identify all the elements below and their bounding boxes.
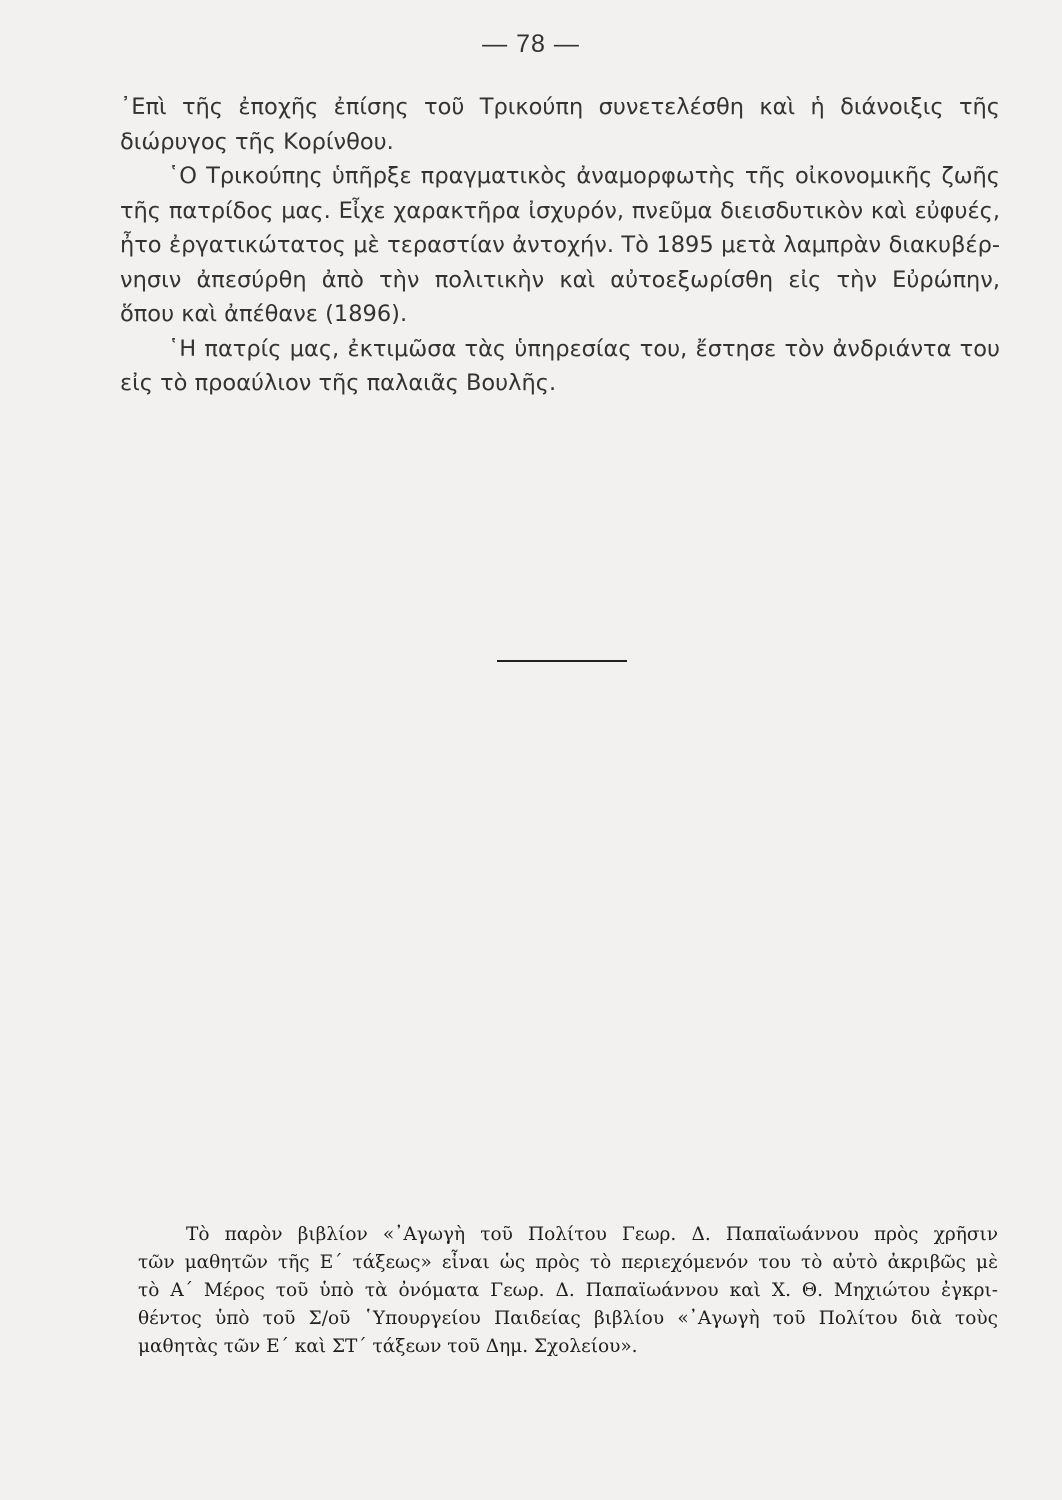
footnote-line: τῶν μαθητῶν τῆς Ε΄ τάξεως» εἶναι ὡς πρὸς τὸ περιεχόμενόν του τὸ αὐτὸ ἀκριβῶς μὲ — [138, 1252, 998, 1273]
paragraph-line: ῾Ο Τρικούπης ὑπῆρξε πραγματικὸς ἀναμορφωτὴς τῆς οἰκονομικῆς ζωῆς — [168, 163, 1000, 189]
footnote-line: μαθητὰς τῶν Ε΄ καὶ ΣΤ΄ τάξεων τοῦ Δημ. Σχολείου». — [138, 1336, 638, 1357]
section-divider — [497, 660, 627, 662]
page-number: — 78 — — [482, 30, 580, 58]
paragraph-line: διώρυγος τῆς Κορίνθου. — [120, 128, 394, 155]
footnote-text — [138, 1221, 998, 1361]
paragraph-line: ἦτο ἐργατικώτατος μὲ τεραστίαν ἀντοχήν. Τὸ 1895 μετὰ λαμπρὰν διακυβέρ- — [120, 232, 1000, 258]
body-text — [120, 90, 1000, 401]
footnote-line: τὸ Α΄ Μέρος τοῦ ὑπὸ τὰ ὀνόματα Γεωρ. Δ. Παπαϊωάννου καὶ Χ. Θ. Μηχιώτου ἐγκρι- — [138, 1280, 998, 1301]
paragraph-line: εἰς τὸ προαύλιον τῆς παλαιᾶς Βουλῆς. — [120, 370, 557, 396]
paragraph-line: ὅπου καὶ ἀπέθανε (1896). — [120, 301, 408, 327]
paragraph-line: τῆς πατρίδος μας. Εἶχε χαρακτῆρα ἰσχυρόν, πνεῦμα διεισδυτικὸν καὶ εὐφυές, — [120, 197, 1000, 224]
footnote-line: θέντος ὑπὸ τοῦ Σ/οῦ ῾Υπουργείου Παιδείας βιβλίου «᾿Αγωγὴ τοῦ Πολίτου διὰ τοὺς — [138, 1308, 998, 1329]
paragraph-line: νησιν ἀπεσύρθη ἀπὸ τὴν πολιτικὴν καὶ αὐτοεξωρίσθη εἰς τὴν Εὐρώπην, — [120, 266, 1000, 293]
paragraph-line: ῾Η πατρίς μας, ἐκτιμῶσα τὰς ὑπηρεσίας του, ἔστησε τὸν ἀνδριάντα του — [168, 335, 1000, 362]
footnote-line: Τὸ παρὸν βιβλίον «᾿Αγωγὴ τοῦ Πολίτου Γεωρ. Δ. Παπαϊωάννου πρὸς χρῆσιν — [186, 1224, 998, 1245]
paragraph-line: ᾿Επὶ τῆς ἐποχῆς ἐπίσης τοῦ Τρικούπη συνετελέσθη καὶ ἡ διάνοιξις τῆς — [120, 94, 1000, 120]
